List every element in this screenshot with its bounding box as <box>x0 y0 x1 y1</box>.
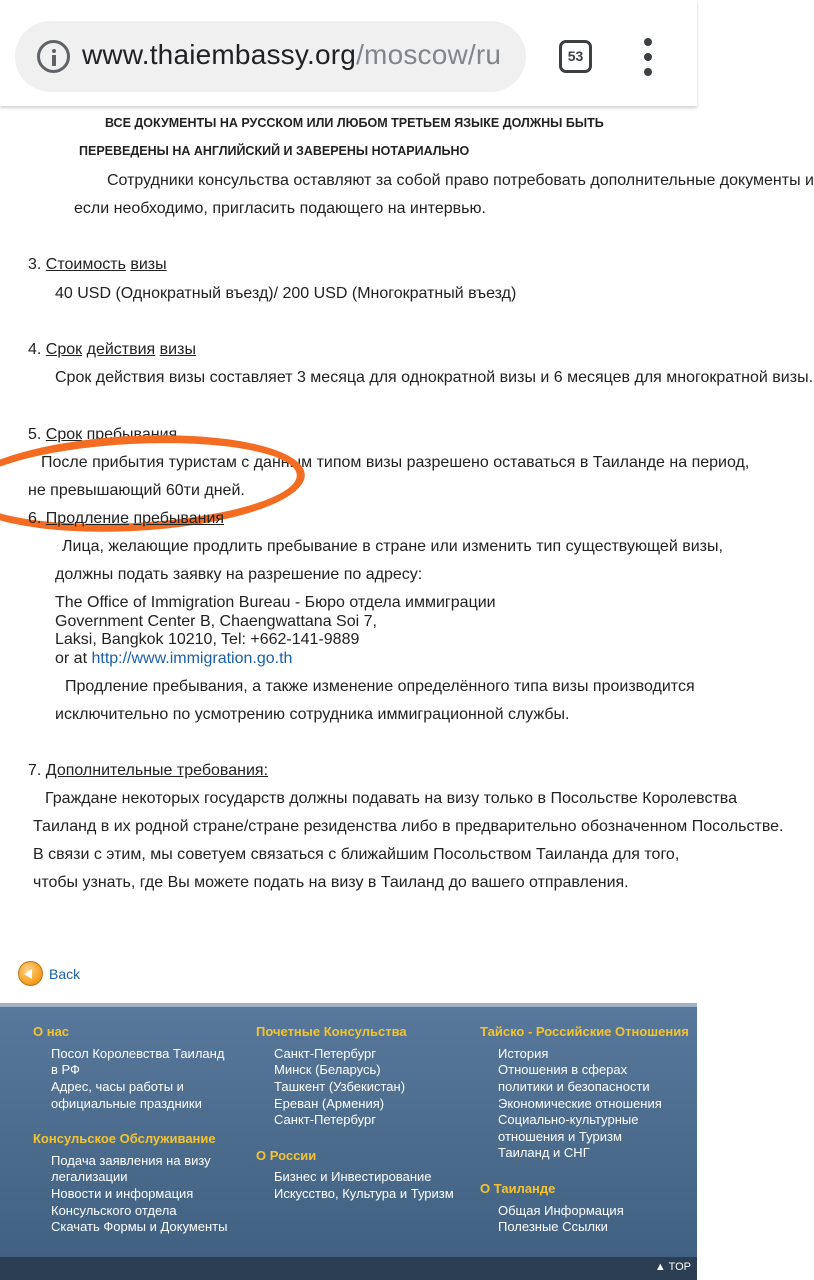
footer-heading-honorary-consulates[interactable]: Почетные Консульства <box>256 1024 407 1039</box>
footer-link[interactable]: Искусство, Культура и Туризм <box>274 1186 454 1201</box>
footer-link[interactable]: Бизнес и Инвестирование <box>274 1169 432 1184</box>
footer-link[interactable]: Полезные Ссылки <box>498 1219 608 1234</box>
url-path: /moscow/ru <box>356 39 502 70</box>
footer-link[interactable]: Посол Королевства Таиланд <box>51 1046 225 1061</box>
address-bar[interactable] <box>15 21 526 92</box>
footer-link[interactable]: Санкт-Петербург <box>274 1046 376 1061</box>
footer-link[interactable]: Адрес, часы работы и <box>51 1079 184 1094</box>
footer-link[interactable]: в РФ <box>51 1062 80 1077</box>
footer-link[interactable]: Новости и информация <box>51 1186 194 1201</box>
footer-heading-about[interactable]: О нас <box>33 1024 70 1039</box>
footer-link[interactable]: Отношения в сферах <box>498 1062 628 1077</box>
address-line-3: Laksi, Bangkok 10210, Tel: +662-141-9889 <box>55 631 360 648</box>
section-7-text-4: чтобы узнать, где Вы можете подать на визу в Таиланд до вашего отправления. <box>33 874 629 891</box>
footer-link[interactable]: Социально-культурные <box>498 1112 639 1127</box>
section-5-text-2: не превышающий 60ти дней. <box>28 482 245 499</box>
footer-link[interactable]: Ташкент (Узбекистан) <box>274 1079 406 1094</box>
section-6-text-1: Лица, желающие продлить пребывание в стране или изменить тип существующей визы, <box>62 538 723 555</box>
section-3-text: 40 USD (Однократный въезд)/ 200 USD (Многократный въезд) <box>55 285 517 302</box>
notice-line-1: ВСЕ ДОКУМЕНТЫ НА РУССКОМ ИЛИ ЛЮБОМ ТРЕТЬЕМ ЯЗЫКЕ ДОЛЖНЫ БЫТЬ <box>105 116 604 130</box>
section-4-heading: 4. Срок действия визы <box>28 341 196 358</box>
back-to-top-button[interactable]: ▲ TOP <box>654 1261 691 1273</box>
section-7-text-3: В связи с этим, мы советуем связаться с ближайшим Посольством Таиланда для того, <box>33 846 680 863</box>
address-line-2: Government Center B, Chaengwattana Soi 7, <box>55 613 377 630</box>
notice-line-2: ПЕРЕВЕДЕНЫ НА АНГЛИЙСКИЙ И ЗАВЕРЕНЫ НОТАРИАЛЬНО <box>79 144 470 158</box>
footer-link[interactable]: Ереван (Армения) <box>274 1096 385 1111</box>
footer-link[interactable]: История <box>498 1046 549 1061</box>
section-6-text-3: Продление пребывания, а также изменение определённого типа визы производится <box>65 678 695 695</box>
section-6-text-2: должны подать заявку на разрешение по адресу: <box>55 566 423 583</box>
notice-line-4: если необходимо, пригласить подающего на интервью. <box>74 200 486 217</box>
section-3-heading: 3. Стоимость визы <box>28 256 167 273</box>
footer-link[interactable]: политики и безопасности <box>498 1079 650 1094</box>
footer-heading-consular[interactable]: Консульское Обслуживание <box>33 1131 216 1146</box>
footer-link[interactable]: Минск (Беларусь) <box>274 1062 381 1077</box>
section-6-heading: 6. Продление пребывания <box>28 510 225 527</box>
overflow-menu-icon[interactable] <box>638 38 658 76</box>
immigration-link[interactable]: http://www.immigration.go.th <box>91 650 293 667</box>
address-line-1: The Office of Immigration Bureau - Бюро отдела иммиграции <box>55 594 496 611</box>
info-icon[interactable] <box>37 40 70 73</box>
tab-switcher-button[interactable] <box>559 40 592 73</box>
footer-link[interactable]: Консульского отдела <box>51 1203 177 1218</box>
tab-count: 53 <box>567 48 584 64</box>
footer-link[interactable]: официальные праздники <box>51 1096 202 1111</box>
section-7-heading: 7. Дополнительные требования: <box>28 762 269 779</box>
footer-link[interactable]: Таиланд и СНГ <box>498 1145 590 1160</box>
footer-heading-russia[interactable]: О России <box>256 1148 317 1163</box>
footer-link[interactable]: Экономические отношения <box>498 1096 662 1111</box>
back-link[interactable]: Back <box>49 966 81 982</box>
url-host: www.thaiembassy.org <box>82 39 357 70</box>
section-7-text-2: Таиланд в их родной стране/стране резиденства либо в предварительно обозначенном Посольстве. <box>33 818 784 835</box>
section-5-text-1: После прибытия туристам с данным типом визы разрешено оставаться в Таиланде на период, <box>41 454 750 471</box>
notice-line-3: Сотрудники консульства оставляют за собой право потребовать дополнительные документы и <box>107 172 814 189</box>
footer-heading-relations[interactable]: Тайско - Российские Отношения <box>480 1024 689 1039</box>
up-arrow-icon: ▲ <box>654 1261 666 1273</box>
footer-link[interactable]: Подача заявления на визу <box>51 1153 211 1168</box>
section-4-text: Срок действия визы составляет 3 месяца для однократной визы и 6 месяцев для многократной визы. <box>55 369 814 386</box>
url-text[interactable] <box>82 39 501 71</box>
section-6-text-4: исключительно по усмотрению сотрудника иммиграционной службы. <box>55 706 570 723</box>
address-line-4: or at http://www.immigration.go.th <box>55 650 293 667</box>
footer-heading-about-thailand[interactable]: О Таиланде <box>480 1181 556 1196</box>
footer-link[interactable]: легализации <box>51 1169 128 1184</box>
footer-link[interactable]: отношения и Туризм <box>498 1129 622 1144</box>
footer-link[interactable]: Скачать Формы и Документы <box>51 1219 228 1234</box>
browser-toolbar <box>0 0 697 106</box>
section-7-text-1: Граждане некоторых государств должны подавать на визу только в Посольстве Королевства <box>45 790 738 807</box>
footer-link[interactable]: Общая Информация <box>498 1203 624 1218</box>
back-arrow-icon[interactable] <box>18 961 43 986</box>
section-5-heading: 5. Срок пребывания <box>28 426 178 443</box>
footer-bottom-bar <box>0 1257 697 1280</box>
footer-link[interactable]: Санкт-Петербург <box>274 1112 376 1127</box>
